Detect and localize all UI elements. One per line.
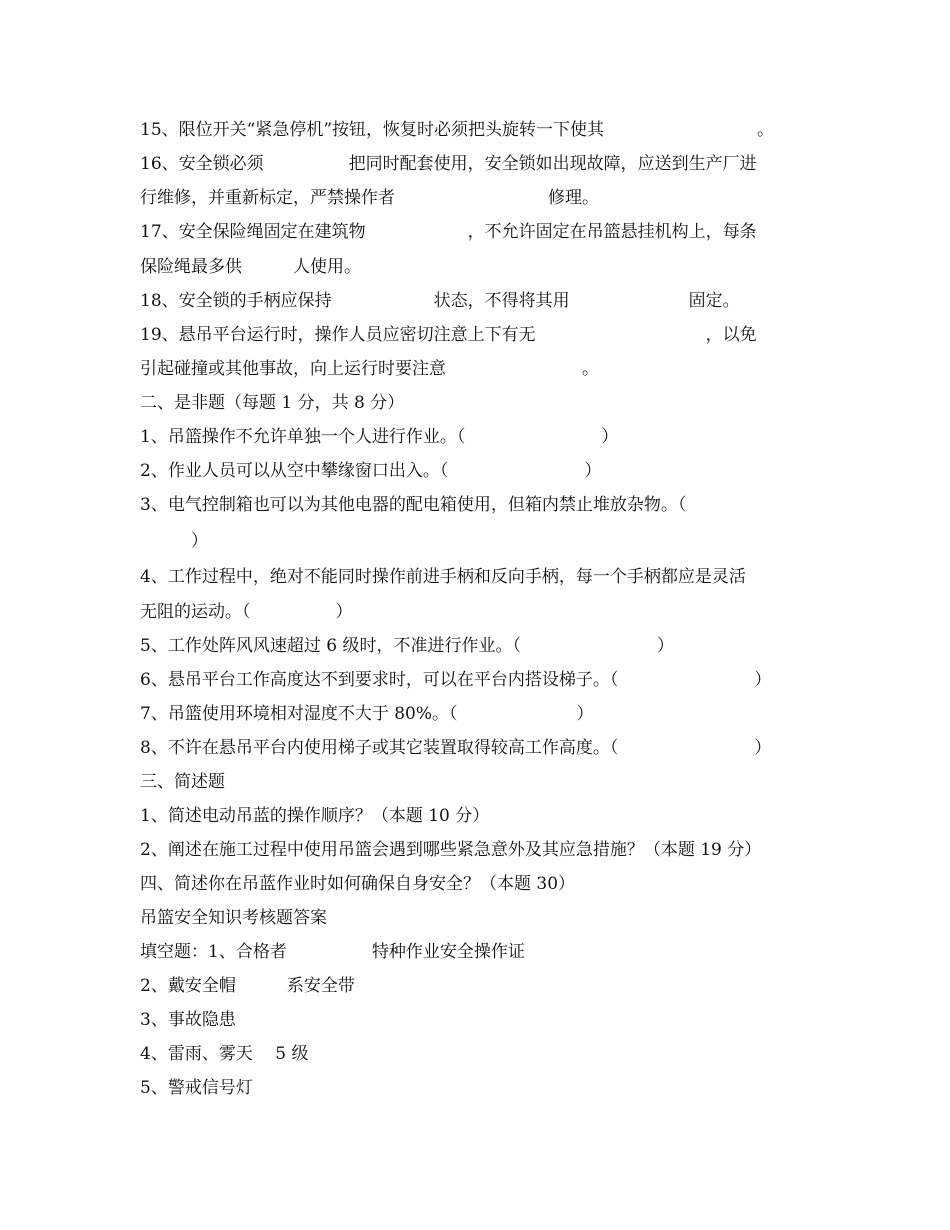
fill-blank-question-18: 18、安全锁的手柄应保持 状态，不得将其用 固定。 bbox=[140, 291, 740, 311]
fill-blank-question-19-line-2: 引起碰撞或其他事故，向上运行时要注意 。 bbox=[140, 359, 599, 379]
true-false-question-6: 6、悬吊平台工作高度达不到要求时，可以在平台内搭设梯子。（ ） bbox=[140, 670, 772, 690]
true-false-question-3-line-2: ） bbox=[140, 531, 208, 551]
fill-blank-question-16-line-2: 行维修，并重新标定，严禁操作者 修理。 bbox=[140, 188, 599, 208]
fill-blank-question-15: 15、限位开关“紧急停机”按钮，恢复时必须把头旋转一下使其 。 bbox=[140, 120, 775, 140]
answer-line-2: 2、戴安全帽 系安全带 bbox=[140, 976, 355, 996]
true-false-question-4-line-2: 无阻的运动。（ ） bbox=[140, 602, 353, 622]
answer-line-5: 5、警戒信号灯 bbox=[140, 1078, 253, 1098]
answer-line-4: 4、雷雨、雾天 5 级 bbox=[140, 1044, 309, 1064]
fill-blank-question-19-line-1: 19、悬吊平台运行时，操作人员应密切注意上下有无 ，以免 bbox=[140, 325, 757, 345]
short-answer-question-1: 1、简述电动吊蓝的操作顺序？（本题 10 分） bbox=[140, 806, 490, 826]
essay-heading: 四、简述你在吊蓝作业时如何确保自身安全？（本题 30） bbox=[140, 874, 576, 894]
true-false-question-5: 5、工作处阵风风速超过 6 级时，不准进行作业。（ ） bbox=[140, 636, 674, 656]
true-false-question-2: 2、作业人员可以从空中攀缘窗口出入。（ ） bbox=[140, 461, 602, 481]
fill-blank-question-16-line-1: 16、安全锁必须 把同时配套使用，安全锁如出现故障，应送到生产厂进 bbox=[140, 154, 757, 174]
answer-line-1: 填空题：1、合格者 特种作业安全操作证 bbox=[140, 942, 525, 962]
true-false-heading: 二、是非题（每题 1 分，共 8 分） bbox=[140, 393, 405, 413]
true-false-question-8: 8、不许在悬吊平台内使用梯子或其它装置取得较高工作高度。（ ） bbox=[140, 738, 772, 758]
short-answer-heading: 三、简述题 bbox=[140, 772, 225, 792]
fill-blank-question-17-line-2: 保险绳最多供 人使用。 bbox=[140, 257, 361, 277]
true-false-question-3-line-1: 3、电气控制箱也可以为其他电器的配电箱使用，但箱内禁止堆放杂物。（ bbox=[140, 495, 687, 515]
short-answer-question-2: 2、阐述在施工过程中使用吊篮会遇到哪些紧急意外及其应急措施？（本题 19 分） bbox=[140, 840, 762, 860]
answer-key-title: 吊篮安全知识考核题答案 bbox=[140, 908, 327, 928]
true-false-question-7: 7、吊篮使用环境相对湿度不大于 80%。（ ） bbox=[140, 704, 594, 724]
answer-line-3: 3、事故隐患 bbox=[140, 1010, 236, 1030]
true-false-question-1: 1、吊篮操作不允许单独一个人进行作业。（ ） bbox=[140, 427, 619, 447]
fill-blank-question-17-line-1: 17、安全保险绳固定在建筑物 ，不允许固定在吊篮悬挂机构上，每条 bbox=[140, 222, 757, 242]
true-false-question-4-line-1: 4、工作过程中，绝对不能同时操作前进手柄和反向手柄，每一个手柄都应是灵活 bbox=[140, 567, 746, 587]
